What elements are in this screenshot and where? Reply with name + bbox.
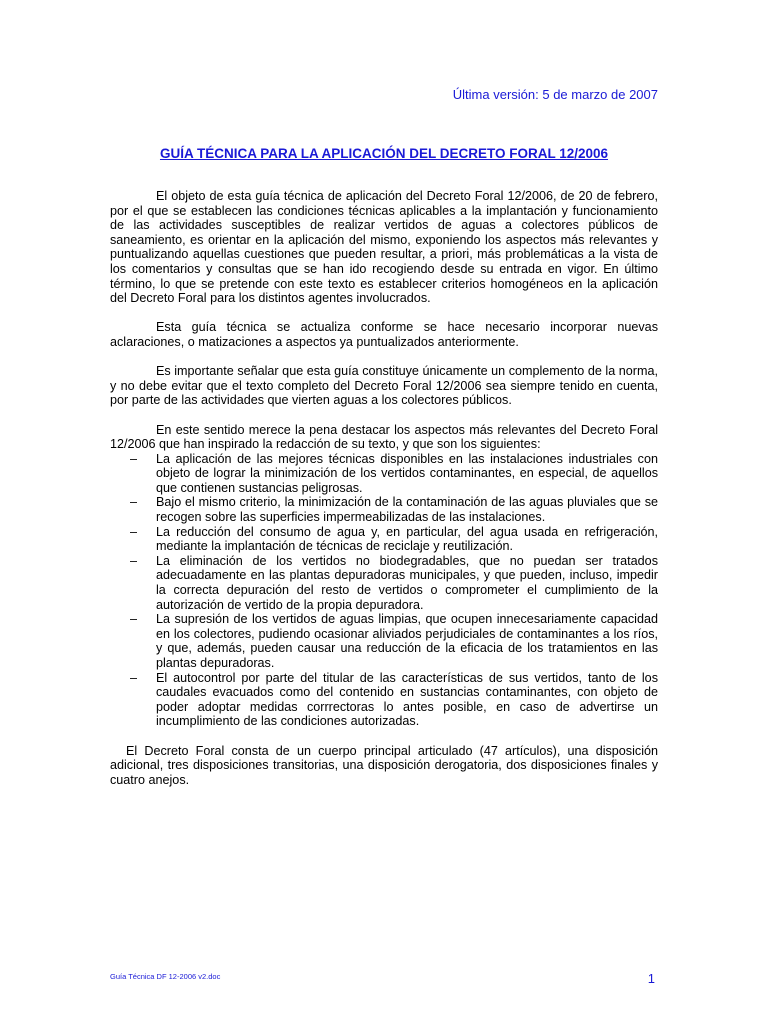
list-item-text: El autocontrol por parte del titular de las características de sus vertidos, tanto de los caudales evacuados como del contenido en sustancias contaminantes, con objeto de poder adoptar medidas corrrectoras lo antes posible, en caso de advertirse un incumplimiento de las condiciones autorizadas. (156, 670, 658, 729)
document-body (110, 189, 658, 802)
version-date: Última versión: 5 de marzo de 2007 (452, 87, 658, 102)
list-item-text: La eliminación de los vertidos no biodegradables, que no puedan ser tratados adecuadamente en las plantas depuradoras municipales, y que pueden, incluso, impedir la correcta depuración del resto de vertidos o comprometer el cumplimiento de la autorización de vertido de la propia depuradora. (156, 553, 658, 612)
dash-bullet-icon: – (130, 524, 138, 539)
list-item (130, 553, 658, 612)
list-item (130, 612, 658, 670)
footer-filename: Guía Técnica DF 12-2006 v2.doc (110, 972, 221, 981)
paragraph-update: Esta guía técnica se actualiza conforme se hace necesario incorporar nuevas aclaraciones, o matizaciones a aspectos ya puntualizados anteriormente. (110, 320, 658, 349)
list-item-text: Bajo el mismo criterio, la minimización de la contaminación de las aguas pluviales que se recogen sobre las superficies impermeabilizadas de las instalaciones. (156, 495, 658, 525)
list-item (130, 495, 658, 525)
paragraph-objective: El objeto de esta guía técnica de aplicación del Decreto Foral 12/2006, de 20 de febrero, por el que se establecen las condiciones técnicas aplicables a la implantación y funcionamiento de las actividades susceptibles de realizar vertidos de aguas a colectores públicos de saneamiento, es orientar en la aplicación del mismo, exponiendo los aspectos más relevantes y puntualizando aquellas cuestiones que pueden resultar, a priori, más problemáticas a la vista de los comentarios y consultas que se han ido recogiendo desde su entrada en vigor. En último término, lo que se pretende con este texto es establecer criterios homogéneos en la aplicación del Decreto Foral para los distintos agentes involucrados. (110, 189, 658, 306)
paragraph-closing: El Decreto Foral consta de un cuerpo principal articulado (47 artículos), una disposición adicional, tres disposiciones transitorias, una disposición derogatoria, dos disposiciones finales y cuatro anejos. (110, 743, 658, 787)
list-item (130, 670, 658, 729)
document-title: GUÍA TÉCNICA PARA LA APLICACIÓN DEL DECRETO FORAL 12/2006 (159, 146, 609, 161)
paragraph-aspects-intro: En este sentido merece la pena destacar los aspectos más relevantes del Decreto Foral 12/2006 que han inspirado la redacción de su texto, y que son los siguientes: (110, 422, 658, 452)
list-item (130, 524, 658, 554)
dash-bullet-icon: – (130, 670, 138, 685)
aspects-list (110, 452, 658, 729)
dash-bullet-icon: – (130, 495, 138, 510)
paragraph-importance: Es importante señalar que esta guía constituye únicamente un complemento de la norma, y no debe evitar que el texto completo del Decreto Foral 12/2006 sea siempre tenido en cuenta, por parte de las actividades que vierten aguas a los colectores públicos. (110, 364, 658, 408)
list-item-text: La reducción del consumo de agua y, en particular, del agua usada en refrigeración, mediante la implantación de técnicas de reciclaje y reutilización. (156, 524, 658, 554)
page-number: 1 (647, 971, 655, 986)
list-item-text: La supresión de los vertidos de aguas limpias, que ocupen innecesariamente capacidad en los colectores, pudiendo ocasionar aliviados perjudiciales de contaminantes a los ríos, y que, además, pueden causar una reducción de la eficacia de los tratamientos en las plantas depuradoras. (156, 612, 658, 670)
dash-bullet-icon: – (130, 553, 138, 568)
list-item (130, 451, 658, 496)
dash-bullet-icon: – (130, 451, 138, 466)
dash-bullet-icon: – (130, 612, 138, 627)
list-item-text: La aplicación de las mejores técnicas disponibles en las instalaciones industriales con objeto de lograr la minimización de los vertidos contaminantes, en especial, de aquellos que contienen sustancias peligrosas. (156, 451, 658, 495)
